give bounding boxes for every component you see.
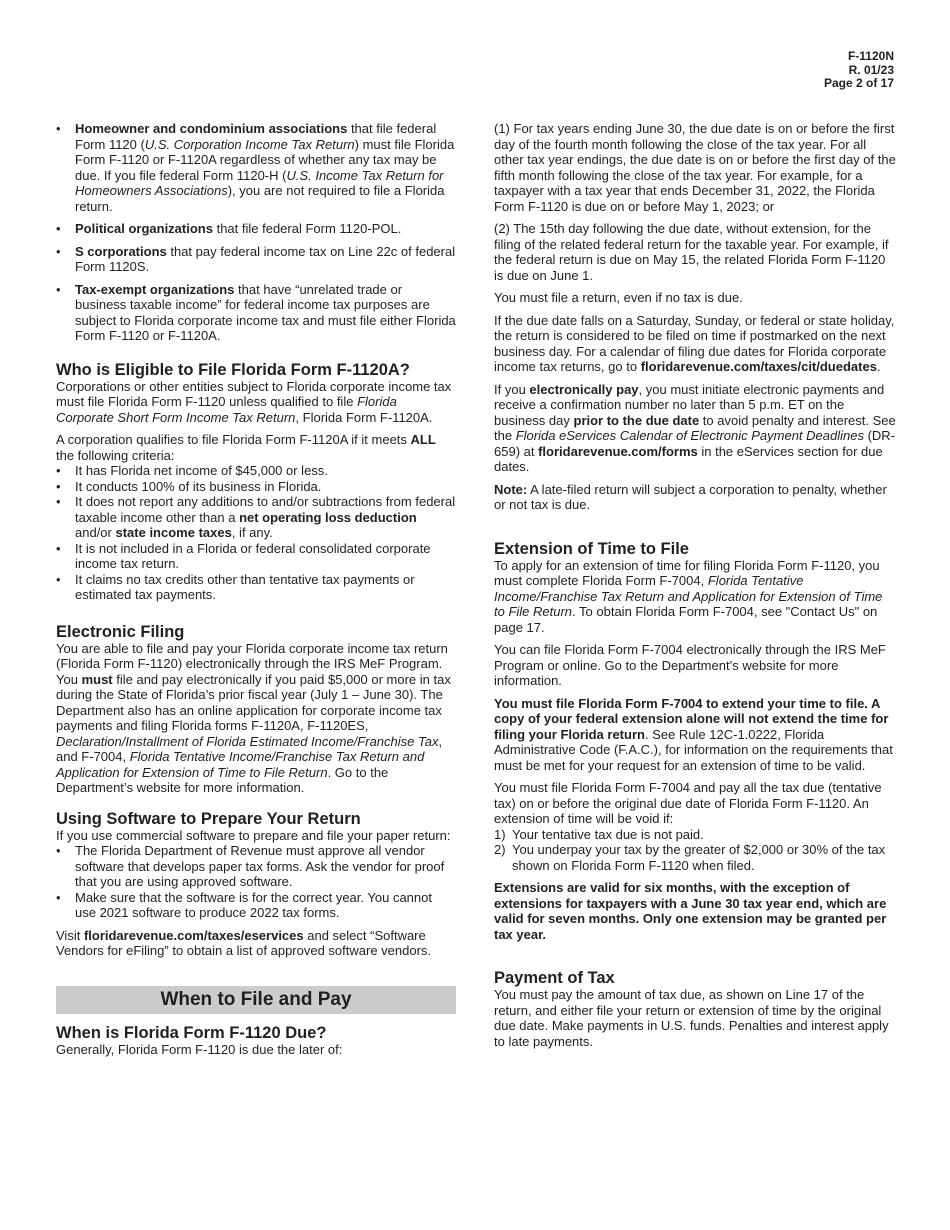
duedates-link[interactable]: floridarevenue.com/taxes/cit/duedates xyxy=(640,359,877,374)
paragraph: Extensions are valid for six months, with the exception of extensions for taxpayers with a June 30 tax year end, which are valid for seven months. Only one extension may be granted per tax year. xyxy=(494,880,887,942)
paragraph: (1) For tax years ending June 30, the due date is on or before the first day of the fourth month following the close of the tax year. For all other tax year endings, the due date is on or before the first day of the fifth month following the close of the tax year. For example, for a taxpayer with a tax year that ends December 31, 2022, the Florida Form F-1120 is due on or before May 1, 2023; or xyxy=(494,121,896,214)
list-item: • The Florida Department of Revenue must approve all vendor software that develops paper tax forms. Ask the vendor for proof that you are using approved software. xyxy=(56,843,456,890)
form-id: F-1120N xyxy=(847,49,894,63)
note: Note: A late-filed return will subject a corporation to penalty, whether or not tax is due. xyxy=(494,481,887,512)
forms-link[interactable]: floridarevenue.com/forms xyxy=(538,443,698,459)
paragraph: Corporations or other entities subject to Florida corporate income tax must file Florida Form F-1120 unless qualified to file Florida Corporate Short Form Income Tax Return, Florida Form F-1120A. xyxy=(56,378,452,425)
section-heading-due: When is Florida Form F-1120 Due? xyxy=(56,1023,327,1042)
list-item: • It conducts 100% of its business in Florida. xyxy=(56,479,456,495)
paragraph: If you electronically pay, you must initiate electronic payments and receive a confirmation number no later than 5 p.m. ET on the business day prior to the due date to avoid penalty and interest. See the Florida eServices Calendar of Electronic Payment Deadlines (DR-659) at floridarevenue.com/forms in the eServices section for due dates. xyxy=(494,381,896,474)
section-heading-efiling: Electronic Filing xyxy=(56,622,185,641)
list-item: • Political organizations that file federal Form 1120-POL. xyxy=(56,221,456,237)
paragraph: Generally, Florida Form F-1120 is due the later of: xyxy=(56,1041,343,1057)
paragraph: You are able to file and pay your Florida corporate income tax return (Florida Form F-1120) electronically through the IRS MeF Program. You must file and pay electronically if you paid $5,000 or more in tax during the State of Florida’s prior fiscal year (July 1 – June 30). The Department also has an online application for corporate income tax payments and filing Florida forms F-1120A, F-1120ES, Declaration/Installment of Florida Estimated Income/Franchise Tax, and F-7004, Florida Tentative Income/Franchise Tax Return and Application for Extension of Time to File Return. Go to the Department’s website for more information. xyxy=(56,640,451,795)
paragraph: A corporation qualifies to file Florida Form F-1120A if it meets ALL the following criteria: xyxy=(56,432,436,463)
list-item: • Make sure that the software is for the correct year. You cannot use 2021 software to produce 2022 tax forms. xyxy=(56,890,456,921)
page-header xyxy=(824,50,894,91)
section-heading-extension: Extension of Time to File xyxy=(494,539,689,558)
paragraph: If the due date falls on a Saturday, Sunday, or federal or state holiday, the return is considered to be filed on time if postmarked on the next business day. For a calendar of filing due dates for Florida corporate income tax returns, go to floridarevenue.com/taxes/cit/duedates. xyxy=(494,312,895,374)
list-item: • It has Florida net income of $45,000 or less. xyxy=(56,463,456,479)
right-column xyxy=(494,121,896,1049)
list-item: • S corporations that pay federal income tax on Line 22c of federal Form 1120S. xyxy=(56,244,456,275)
paragraph: Visit floridarevenue.com/taxes/eservices and select “Software Vendors for eFiling” to obtain a list of approved software vendors. xyxy=(56,927,432,958)
list-item: • It does not report any additions to and/or subtractions from federal taxable income other than a net operating loss deduction and/or state income taxes, if any. xyxy=(56,494,456,541)
paragraph: You must file Florida Form F-7004 to extend your time to file. A copy of your federal extension alone will not extend the time for filing your Florida return. See Rule 12C-1.0222, Florida Administrative Code (F.A.C.), for information on the requirements that must be met for your request for an extension of time to be valid. xyxy=(494,695,893,773)
paragraph: You must file a return, even if no tax is due. xyxy=(494,290,743,305)
list-item: 1) Your tentative tax due is not paid. xyxy=(494,826,704,842)
list-item: • Homeowner and condominium associations that file federal Form 1120 (U.S. Corporation Income Tax Return) must file Florida Form F-1120 or F-1120A regardless of whether any tax may be due. If you file federal Form 1120-H (U.S. Income Tax Return for Homeowners Associations), you are not required to file a Florida return. xyxy=(56,121,456,214)
paragraph: You must file Florida Form F-7004 and pay all the tax due (tentative tax) on or before the original due date of Florida Form F-1120. An extension of time will be void if: xyxy=(494,780,882,826)
page-number: Page 2 of 17 xyxy=(823,76,894,90)
paragraph: (2) The 15th day following the due date, without extension, for the filing of the related federal return for the taxable year. For example, if the federal return is due on May 15, the related Florida Form F-1120 is due on June 1. xyxy=(494,221,889,283)
section-heading-eligible: Who is Eligible to File Florida Form F-1120A? xyxy=(56,360,410,379)
revision-date: R. 01/23 xyxy=(848,62,894,77)
section-banner: When to File and Pay xyxy=(56,986,456,1014)
left-column xyxy=(56,121,456,1057)
section-heading-software: Using Software to Prepare Your Return xyxy=(56,809,361,828)
eservices-link[interactable]: floridarevenue.com/taxes/eservices xyxy=(83,927,304,943)
paragraph: You must pay the amount of tax due, as shown on Line 17 of the return, and either file your return or extension of time by the original due date. Make payments in U.S. funds. Penalties and interest apply to late payments. xyxy=(494,987,889,1049)
paragraph: If you use commercial software to prepare and file your paper return: xyxy=(56,827,451,843)
section-heading-payment: Payment of Tax xyxy=(494,969,615,987)
paragraph: You can file Florida Form F-7004 electronically through the IRS MeF Program or online. Go to the Department’s website for more information. xyxy=(494,642,886,688)
list-item: • Tax-exempt organizations that have “unrelated trade or business taxable income” for federal income tax purposes are subject to Florida corporate income tax and must file either Florida Form F-1120 or F-1120A. xyxy=(56,282,456,344)
list-item: 2) You underpay your tax by the greater of $2,000 or 30% of the tax shown on Florida Form F-1120 when filed. xyxy=(494,842,886,873)
list-item: • It claims no tax credits other than tentative tax payments or estimated tax payments. xyxy=(56,572,456,603)
list-item: • It is not included in a Florida or federal consolidated corporate income tax return. xyxy=(56,541,456,572)
paragraph: To apply for an extension of time for filing Florida Form F-1120, you must complete Florida Form F-7004, Florida Tentative Income/Franchise Tax Return and Application for Extension of Time to File Return. To obtain Florida Form F-7004, see "Contact Us" on page 17. xyxy=(494,557,883,635)
